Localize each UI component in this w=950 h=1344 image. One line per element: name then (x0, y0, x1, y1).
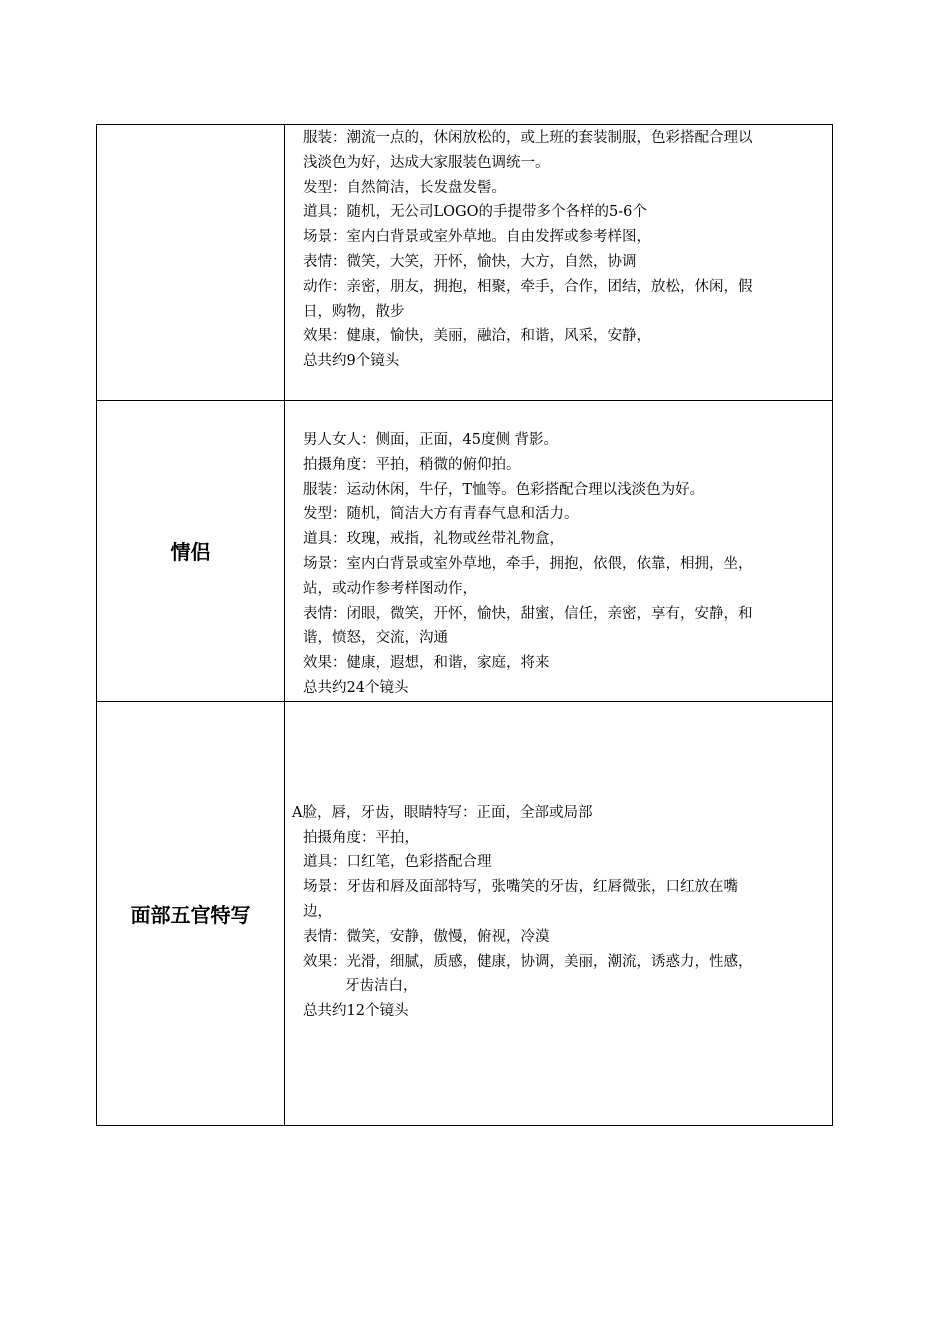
description-line: 表情：微笑，安静，傲慢，俯视，冷漠 (303, 928, 550, 945)
description-line: 日，购物，散步 (303, 303, 405, 320)
description-line: 道具：口红笔，色彩搭配合理 (303, 854, 492, 871)
description-cell (285, 401, 833, 702)
description-line: 谐，愤怒，交流，沟通 (303, 630, 448, 647)
description-line: 男人女人：侧面，正面，45度侧 背影。 (303, 432, 559, 448)
category-label: 情侣 (170, 540, 211, 565)
description-line: 效果：健康，愉快，美丽，融洽，和谐，风采，安静， (303, 328, 651, 345)
description-line: 表情：微笑，大笑，开怀，愉快，大方，自然，协调 (303, 253, 637, 270)
description-line: A脸，唇，牙齿，眼睛特写：正面，全部或局部 (292, 804, 593, 821)
category-cell (97, 125, 285, 401)
description-line: 总共约24个镜头 (303, 679, 409, 696)
description-line: 牙齿洁白， (345, 978, 418, 995)
description-line: 场景：牙齿和唇及面部特写，张嘴笑的牙齿，红唇微张，口红放在嘴 (303, 879, 738, 896)
shooting-spec-table (96, 124, 833, 1126)
table-row (97, 401, 833, 702)
description-line: 浅淡色为好，达成大家服装色调统一。 (303, 154, 550, 171)
description-line: 效果：光滑，细腻，质感，健康，协调，美丽，潮流，诱惑力，性感， (303, 953, 753, 970)
description-line: 场景：室内白背景或室外草地，牵手，拥抱，依偎，依靠，相拥，坐， (303, 555, 753, 572)
description-line: 拍摄角度：平拍，稍微的俯仰拍。 (303, 456, 521, 473)
description-line: 总共约9个镜头 (303, 353, 400, 370)
category-cell (97, 401, 285, 702)
description-line: 效果：健康，遐想，和谐，家庭，将来 (303, 655, 550, 672)
category-cell (97, 701, 285, 1125)
description-line: 发型：自然简洁，长发盘发髻。 (303, 179, 506, 196)
description-line: 服装：运动休闲，牛仔，T恤等。色彩搭配合理以浅淡色为好。 (303, 481, 705, 498)
description-line: 表情：闭眼，微笑，开怀，愉快，甜蜜，信任，亲密，享有，安静，和 (303, 605, 753, 622)
description-cell (285, 701, 833, 1125)
description-line: 道具：随机，无公司LOGO的手提带多个各样的5-6个 (303, 204, 647, 221)
description-line: 站，或动作参考样图动作， (303, 580, 477, 597)
description-cell (285, 125, 833, 401)
description-line: 动作：亲密，朋友，拥抱，相聚，牵手，合作，团结，放松，休闲，假 (303, 278, 753, 295)
description-line: 服装：潮流一点的，休闲放松的，或上班的套装制服，色彩搭配合理以 (303, 130, 753, 146)
table-row (97, 125, 833, 401)
description-line: 拍摄角度：平拍， (303, 829, 419, 846)
description-line: 发型：随机，简洁大方有青春气息和活力。 (303, 506, 579, 523)
description-line: 边， (303, 903, 332, 920)
table-row (97, 701, 833, 1125)
description-line: 道具：玫瑰，戒指，礼物或丝带礼物盒， (303, 531, 564, 548)
category-label: 面部五官特写 (130, 902, 251, 927)
description-line: 总共约12个镜头 (303, 1003, 409, 1020)
description-line: 场景：室内白背景或室外草地。自由发挥或参考样图， (303, 229, 651, 246)
